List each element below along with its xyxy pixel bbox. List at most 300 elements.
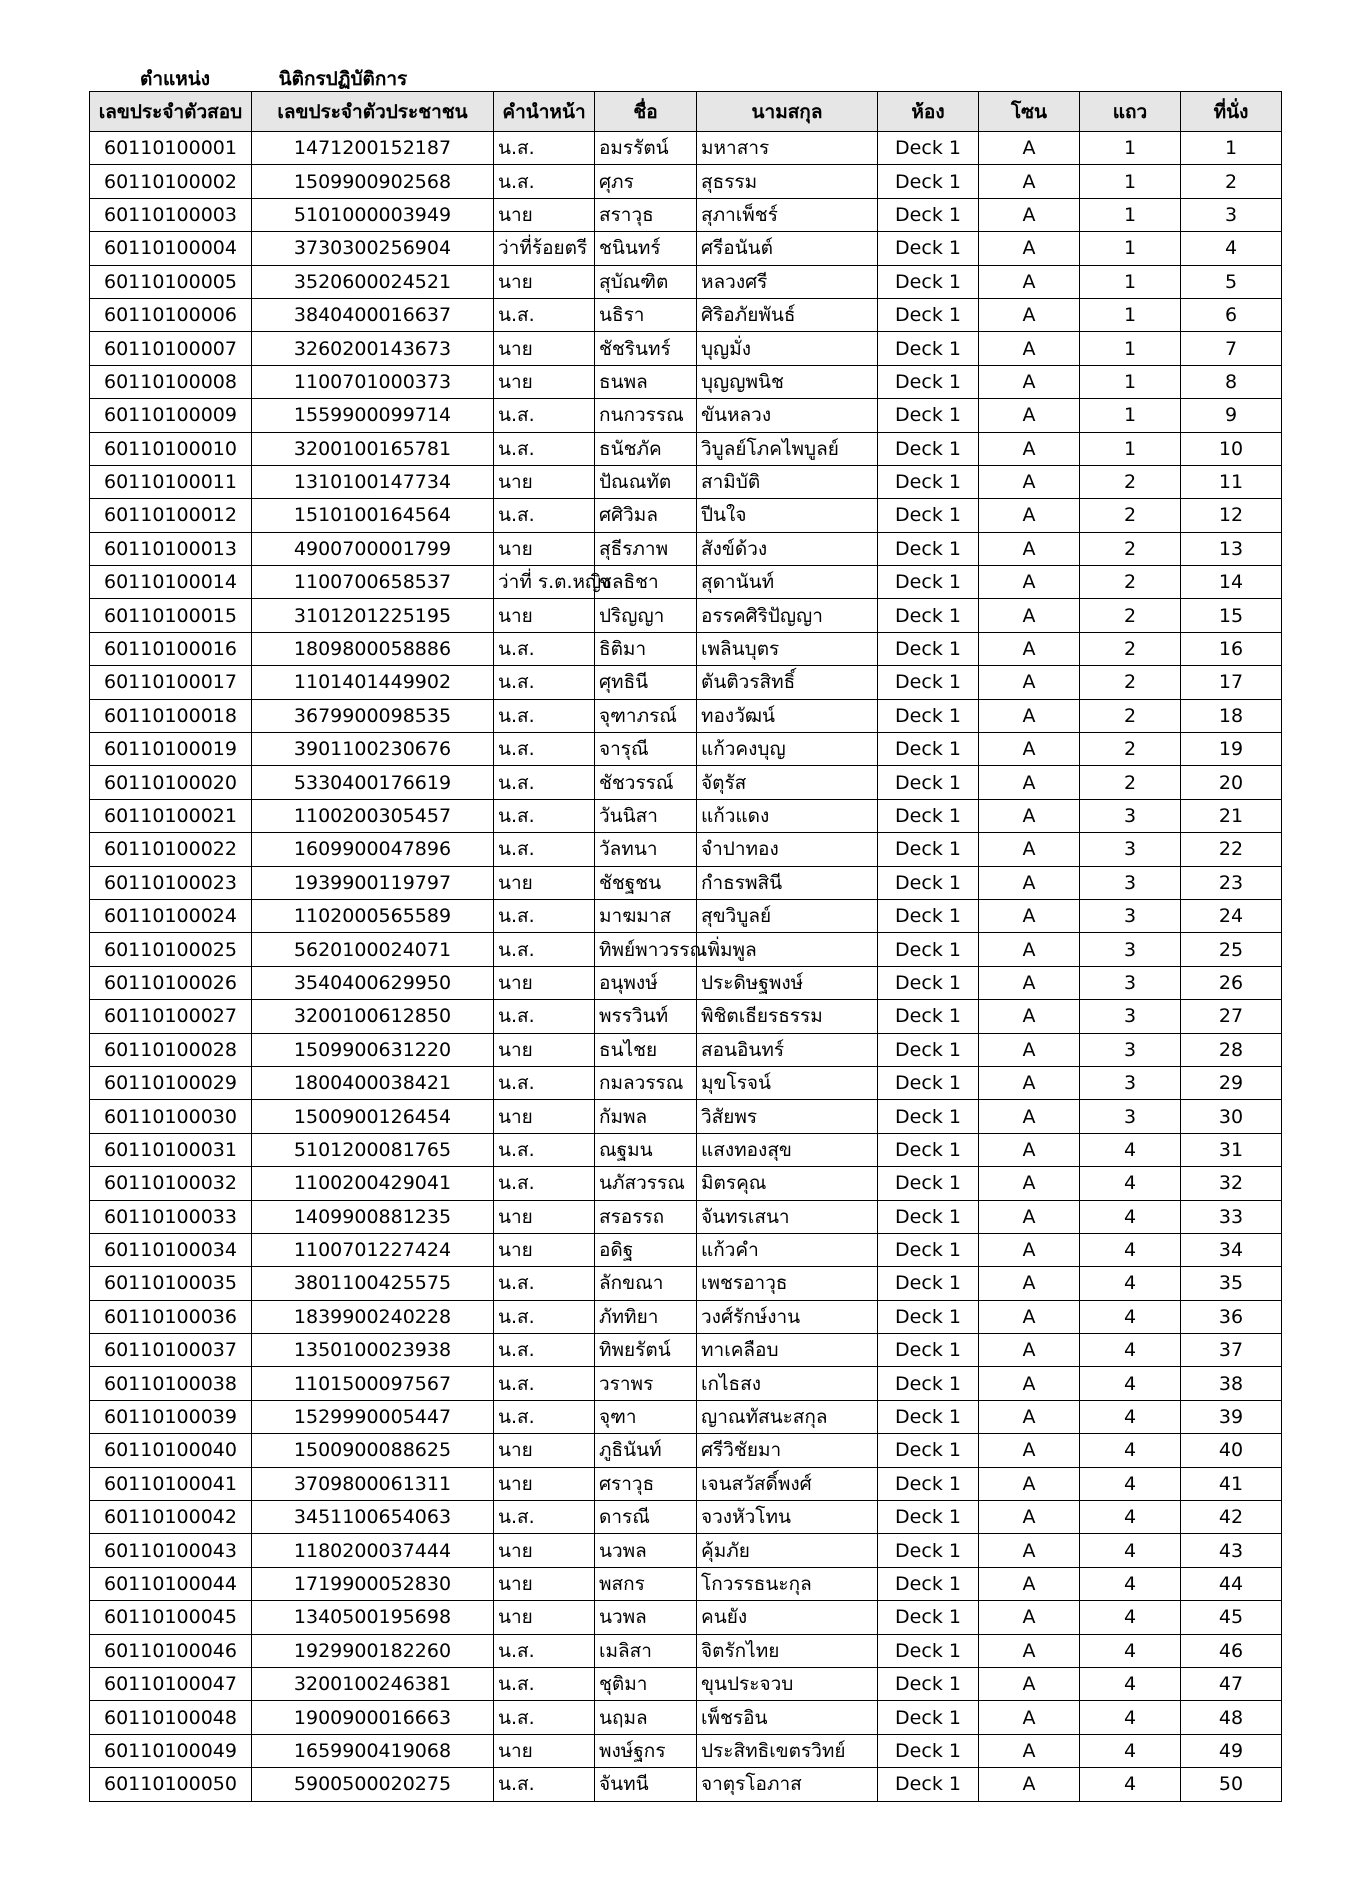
- cell-exam-id: 60110100043: [90, 1534, 252, 1567]
- cell-prefix: น.ส.: [494, 132, 595, 165]
- cell-zone: A: [979, 365, 1080, 398]
- cell-prefix: นาย: [494, 1100, 595, 1133]
- cell-citizen-id: 1100200429041: [252, 1167, 494, 1200]
- cell-seat: 17: [1181, 666, 1282, 699]
- table-row: [90, 1233, 1282, 1266]
- cell-room: Deck 1: [878, 1601, 979, 1634]
- cell-seat: 25: [1181, 933, 1282, 966]
- cell-prefix: นาย: [494, 332, 595, 365]
- cell-room: Deck 1: [878, 365, 979, 398]
- cell-first-name: เมลิสา: [595, 1634, 697, 1667]
- cell-last-name: มหาสาร: [697, 132, 878, 165]
- cell-seat: 10: [1181, 432, 1282, 465]
- table-row: [90, 1334, 1282, 1367]
- cell-last-name: มิตรคุณ: [697, 1167, 878, 1200]
- cell-prefix: น.ส.: [494, 933, 595, 966]
- cell-seat: 37: [1181, 1334, 1282, 1367]
- cell-row: 3: [1080, 966, 1181, 999]
- cell-room: Deck 1: [878, 1200, 979, 1233]
- cell-first-name: สรอรรถ: [595, 1200, 697, 1233]
- cell-zone: A: [979, 833, 1080, 866]
- cell-seat: 1: [1181, 132, 1282, 165]
- table-row: [90, 1501, 1282, 1534]
- cell-exam-id: 60110100025: [90, 933, 252, 966]
- cell-citizen-id: 1100701000373: [252, 365, 494, 398]
- cell-exam-id: 60110100041: [90, 1467, 252, 1500]
- seating-table: [89, 91, 1282, 1802]
- cell-room: Deck 1: [878, 1167, 979, 1200]
- cell-exam-id: 60110100026: [90, 966, 252, 999]
- cell-citizen-id: 4900700001799: [252, 532, 494, 565]
- cell-row: 3: [1080, 1066, 1181, 1099]
- table-row: [90, 666, 1282, 699]
- cell-exam-id: 60110100037: [90, 1334, 252, 1367]
- cell-prefix: น.ส.: [494, 432, 595, 465]
- cell-first-name: ดารณี: [595, 1501, 697, 1534]
- cell-room: Deck 1: [878, 1033, 979, 1066]
- cell-first-name: นฤมล: [595, 1701, 697, 1734]
- cell-row: 4: [1080, 1300, 1181, 1333]
- cell-first-name: ชัชฐชน: [595, 866, 697, 899]
- cell-zone: A: [979, 1100, 1080, 1133]
- cell-room: Deck 1: [878, 632, 979, 665]
- cell-zone: A: [979, 632, 1080, 665]
- cell-citizen-id: 1800400038421: [252, 1066, 494, 1099]
- cell-zone: A: [979, 1200, 1080, 1233]
- cell-row: 1: [1080, 432, 1181, 465]
- table-row: [90, 132, 1282, 165]
- cell-zone: A: [979, 298, 1080, 331]
- cell-first-name: กัมพล: [595, 1100, 697, 1133]
- cell-citizen-id: 5101200081765: [252, 1133, 494, 1166]
- cell-prefix: นาย: [494, 1233, 595, 1266]
- cell-citizen-id: 1900900016663: [252, 1701, 494, 1734]
- cell-row: 3: [1080, 899, 1181, 932]
- cell-seat: 13: [1181, 532, 1282, 565]
- cell-seat: 30: [1181, 1100, 1282, 1133]
- cell-seat: 8: [1181, 365, 1282, 398]
- cell-prefix: น.ส.: [494, 833, 595, 866]
- cell-row: 2: [1080, 599, 1181, 632]
- cell-citizen-id: 3200100165781: [252, 432, 494, 465]
- cell-seat: 44: [1181, 1567, 1282, 1600]
- column-header-row: แถว: [1080, 92, 1181, 132]
- cell-seat: 46: [1181, 1634, 1282, 1667]
- table-row: [90, 833, 1282, 866]
- table-row: [90, 1133, 1282, 1166]
- table-row: [90, 1667, 1282, 1700]
- cell-room: Deck 1: [878, 432, 979, 465]
- cell-seat: 21: [1181, 799, 1282, 832]
- cell-seat: 15: [1181, 599, 1282, 632]
- cell-prefix: นาย: [494, 1601, 595, 1634]
- table-row: [90, 799, 1282, 832]
- table-row: [90, 1601, 1282, 1634]
- position-value: นิติกรปฏิบัติการ: [278, 68, 408, 90]
- cell-last-name: เพชรอาวุธ: [697, 1267, 878, 1300]
- cell-exam-id: 60110100023: [90, 866, 252, 899]
- cell-first-name: วัลทนา: [595, 833, 697, 866]
- cell-seat: 40: [1181, 1434, 1282, 1467]
- cell-first-name: ชุติมา: [595, 1667, 697, 1700]
- cell-row: 1: [1080, 332, 1181, 365]
- cell-first-name: ศราวุธ: [595, 1467, 697, 1500]
- cell-last-name: สามิบัติ: [697, 465, 878, 498]
- table-row: [90, 1000, 1282, 1033]
- table-row: [90, 1367, 1282, 1400]
- cell-first-name: กมลวรรณ: [595, 1066, 697, 1099]
- cell-citizen-id: 1471200152187: [252, 132, 494, 165]
- cell-citizen-id: 3451100654063: [252, 1501, 494, 1534]
- cell-first-name: สุบัณฑิต: [595, 265, 697, 298]
- cell-row: 4: [1080, 1701, 1181, 1734]
- cell-first-name: ลักขณา: [595, 1267, 697, 1300]
- cell-row: 2: [1080, 532, 1181, 565]
- cell-prefix: นาย: [494, 1033, 595, 1066]
- table-row: [90, 599, 1282, 632]
- cell-zone: A: [979, 1400, 1080, 1433]
- cell-room: Deck 1: [878, 532, 979, 565]
- cell-room: Deck 1: [878, 1000, 979, 1033]
- cell-first-name: จุฑาภรณ์: [595, 699, 697, 732]
- cell-seat: 22: [1181, 833, 1282, 866]
- cell-room: Deck 1: [878, 566, 979, 599]
- cell-zone: A: [979, 899, 1080, 932]
- cell-room: Deck 1: [878, 1634, 979, 1667]
- cell-prefix: น.ส.: [494, 1701, 595, 1734]
- cell-row: 3: [1080, 799, 1181, 832]
- cell-exam-id: 60110100019: [90, 733, 252, 766]
- cell-seat: 3: [1181, 198, 1282, 231]
- cell-zone: A: [979, 966, 1080, 999]
- cell-last-name: ญาณทัสนะสกุล: [697, 1400, 878, 1433]
- cell-seat: 45: [1181, 1601, 1282, 1634]
- table-row: [90, 1267, 1282, 1300]
- cell-room: Deck 1: [878, 1267, 979, 1300]
- cell-citizen-id: 1529990005447: [252, 1400, 494, 1433]
- cell-seat: 39: [1181, 1400, 1282, 1433]
- cell-first-name: ธิติมา: [595, 632, 697, 665]
- cell-first-name: ภูธินันท์: [595, 1434, 697, 1467]
- cell-first-name: นภัสวรรณ: [595, 1167, 697, 1200]
- column-header-zone: โซน: [979, 92, 1080, 132]
- cell-last-name: ทาเคลือบ: [697, 1334, 878, 1367]
- cell-prefix: นาย: [494, 465, 595, 498]
- cell-zone: A: [979, 1233, 1080, 1266]
- cell-last-name: จิตรักไทย: [697, 1634, 878, 1667]
- cell-last-name: วงศ์รักษ์งาน: [697, 1300, 878, 1333]
- table-row: [90, 499, 1282, 532]
- cell-first-name: ธนพล: [595, 365, 697, 398]
- cell-citizen-id: 5330400176619: [252, 766, 494, 799]
- cell-row: 4: [1080, 1200, 1181, 1233]
- cell-seat: 14: [1181, 566, 1282, 599]
- cell-row: 3: [1080, 1000, 1181, 1033]
- cell-zone: A: [979, 766, 1080, 799]
- cell-prefix: น.ส.: [494, 1000, 595, 1033]
- cell-exam-id: 60110100016: [90, 632, 252, 665]
- cell-exam-id: 60110100005: [90, 265, 252, 298]
- cell-citizen-id: 1719900052830: [252, 1567, 494, 1600]
- cell-exam-id: 60110100035: [90, 1267, 252, 1300]
- cell-prefix: นาย: [494, 866, 595, 899]
- cell-citizen-id: 1839900240228: [252, 1300, 494, 1333]
- position-label: ตำแหน่ง: [140, 68, 211, 90]
- cell-citizen-id: 5620100024071: [252, 933, 494, 966]
- cell-first-name: ชลธิชา: [595, 566, 697, 599]
- table-row: [90, 1701, 1282, 1734]
- cell-seat: 5: [1181, 265, 1282, 298]
- cell-last-name: เจนสวัสดิ์พงศ์: [697, 1467, 878, 1500]
- cell-prefix: นาย: [494, 1567, 595, 1600]
- cell-citizen-id: 1500900088625: [252, 1434, 494, 1467]
- cell-prefix: น.ส.: [494, 1501, 595, 1534]
- cell-last-name: ขุนประจวบ: [697, 1667, 878, 1700]
- cell-first-name: วันนิสา: [595, 799, 697, 832]
- cell-prefix: น.ส.: [494, 165, 595, 198]
- cell-exam-id: 60110100008: [90, 365, 252, 398]
- cell-exam-id: 60110100032: [90, 1167, 252, 1200]
- cell-row: 1: [1080, 132, 1181, 165]
- cell-room: Deck 1: [878, 132, 979, 165]
- cell-zone: A: [979, 1701, 1080, 1734]
- cell-room: Deck 1: [878, 232, 979, 265]
- cell-prefix: นาย: [494, 1200, 595, 1233]
- cell-last-name: ทองวัฒน์: [697, 699, 878, 732]
- cell-prefix: ว่าที่ร้อยตรี: [494, 232, 595, 265]
- cell-citizen-id: 5900500020275: [252, 1768, 494, 1801]
- cell-room: Deck 1: [878, 1534, 979, 1567]
- table-row: [90, 1066, 1282, 1099]
- cell-zone: A: [979, 1734, 1080, 1767]
- cell-citizen-id: 1939900119797: [252, 866, 494, 899]
- cell-exam-id: 60110100048: [90, 1701, 252, 1734]
- table-row: [90, 632, 1282, 665]
- cell-citizen-id: 1659900419068: [252, 1734, 494, 1767]
- cell-citizen-id: 1100700658537: [252, 566, 494, 599]
- cell-room: Deck 1: [878, 1701, 979, 1734]
- cell-zone: A: [979, 699, 1080, 732]
- cell-first-name: กนกวรรณ: [595, 399, 697, 432]
- cell-prefix: น.ส.: [494, 733, 595, 766]
- cell-citizen-id: 1101401449902: [252, 666, 494, 699]
- cell-seat: 27: [1181, 1000, 1282, 1033]
- cell-last-name: แก้วคงบุญ: [697, 733, 878, 766]
- cell-row: 4: [1080, 1567, 1181, 1600]
- cell-row: 4: [1080, 1167, 1181, 1200]
- cell-exam-id: 60110100028: [90, 1033, 252, 1066]
- cell-first-name: วราพร: [595, 1367, 697, 1400]
- cell-exam-id: 60110100017: [90, 666, 252, 699]
- table-row: [90, 1100, 1282, 1133]
- cell-seat: 41: [1181, 1467, 1282, 1500]
- cell-prefix: น.ส.: [494, 699, 595, 732]
- cell-seat: 49: [1181, 1734, 1282, 1767]
- cell-room: Deck 1: [878, 666, 979, 699]
- cell-first-name: พสกร: [595, 1567, 697, 1600]
- cell-exam-id: 60110100046: [90, 1634, 252, 1667]
- cell-zone: A: [979, 165, 1080, 198]
- cell-room: Deck 1: [878, 833, 979, 866]
- cell-last-name: เพ็ชรอิน: [697, 1701, 878, 1734]
- table-row: [90, 699, 1282, 732]
- cell-room: Deck 1: [878, 298, 979, 331]
- cell-room: Deck 1: [878, 399, 979, 432]
- table-row: [90, 1434, 1282, 1467]
- cell-seat: 12: [1181, 499, 1282, 532]
- cell-row: 3: [1080, 933, 1181, 966]
- cell-first-name: ชัชวรรณ์: [595, 766, 697, 799]
- cell-exam-id: 60110100009: [90, 399, 252, 432]
- cell-zone: A: [979, 1467, 1080, 1500]
- cell-row: 4: [1080, 1534, 1181, 1567]
- cell-zone: A: [979, 399, 1080, 432]
- cell-prefix: นาย: [494, 966, 595, 999]
- cell-first-name: พงษ์ฐกร: [595, 1734, 697, 1767]
- cell-zone: A: [979, 1066, 1080, 1099]
- cell-last-name: วิบูลย์โภคไพบูลย์: [697, 432, 878, 465]
- cell-citizen-id: 3679900098535: [252, 699, 494, 732]
- cell-first-name: ภัททิยา: [595, 1300, 697, 1333]
- cell-citizen-id: 3200100246381: [252, 1667, 494, 1700]
- cell-row: 1: [1080, 298, 1181, 331]
- cell-citizen-id: 1809800058886: [252, 632, 494, 665]
- cell-prefix: นาย: [494, 1434, 595, 1467]
- column-header-first-name: ชื่อ: [595, 92, 697, 132]
- cell-last-name: บุญมั่ง: [697, 332, 878, 365]
- cell-last-name: ประดิษฐพงษ์: [697, 966, 878, 999]
- cell-last-name: เกไธสง: [697, 1367, 878, 1400]
- cell-last-name: พิชิตเธียรธรรม: [697, 1000, 878, 1033]
- cell-room: Deck 1: [878, 1066, 979, 1099]
- table-row: [90, 465, 1282, 498]
- cell-zone: A: [979, 1567, 1080, 1600]
- cell-last-name: เพลินบุตร: [697, 632, 878, 665]
- cell-first-name: ทิพย์พาวรรณ: [595, 933, 697, 966]
- cell-exam-id: 60110100003: [90, 198, 252, 231]
- cell-prefix: น.ส.: [494, 766, 595, 799]
- table-body: [90, 132, 1282, 1802]
- cell-citizen-id: 1609900047896: [252, 833, 494, 866]
- cell-exam-id: 60110100012: [90, 499, 252, 532]
- table-row: [90, 432, 1282, 465]
- cell-first-name: ศศิวิมล: [595, 499, 697, 532]
- cell-room: Deck 1: [878, 1334, 979, 1367]
- cell-prefix: น.ส.: [494, 1634, 595, 1667]
- cell-row: 2: [1080, 733, 1181, 766]
- cell-first-name: ธนัชภัค: [595, 432, 697, 465]
- cell-zone: A: [979, 1033, 1080, 1066]
- table-row: [90, 1534, 1282, 1567]
- table-row: [90, 1567, 1282, 1600]
- cell-last-name: หลวงศรี: [697, 265, 878, 298]
- cell-last-name: แก้วแดง: [697, 799, 878, 832]
- cell-last-name: ศรีอนันต์: [697, 232, 878, 265]
- cell-prefix: น.ส.: [494, 1066, 595, 1099]
- cell-room: Deck 1: [878, 766, 979, 799]
- cell-seat: 20: [1181, 766, 1282, 799]
- cell-zone: A: [979, 532, 1080, 565]
- cell-last-name: จาตุรโอภาส: [697, 1768, 878, 1801]
- cell-row: 2: [1080, 766, 1181, 799]
- cell-exam-id: 60110100018: [90, 699, 252, 732]
- cell-first-name: ชัชรินทร์: [595, 332, 697, 365]
- cell-last-name: คนยัง: [697, 1601, 878, 1634]
- table-row: [90, 332, 1282, 365]
- cell-last-name: กำธรพสินี: [697, 866, 878, 899]
- cell-last-name: คุ้มภัย: [697, 1534, 878, 1567]
- cell-row: 4: [1080, 1734, 1181, 1767]
- cell-prefix: น.ส.: [494, 1334, 595, 1367]
- cell-room: Deck 1: [878, 699, 979, 732]
- cell-seat: 7: [1181, 332, 1282, 365]
- cell-row: 4: [1080, 1267, 1181, 1300]
- cell-first-name: ปัณณทัต: [595, 465, 697, 498]
- cell-last-name: สอนอินทร์: [697, 1033, 878, 1066]
- cell-exam-id: 60110100007: [90, 332, 252, 365]
- cell-seat: 36: [1181, 1300, 1282, 1333]
- cell-seat: 34: [1181, 1233, 1282, 1266]
- cell-exam-id: 60110100029: [90, 1066, 252, 1099]
- cell-room: Deck 1: [878, 1768, 979, 1801]
- cell-last-name: จันทรเสนา: [697, 1200, 878, 1233]
- cell-zone: A: [979, 232, 1080, 265]
- cell-zone: A: [979, 799, 1080, 832]
- table-row: [90, 365, 1282, 398]
- cell-room: Deck 1: [878, 899, 979, 932]
- cell-citizen-id: 3101201225195: [252, 599, 494, 632]
- cell-exam-id: 60110100042: [90, 1501, 252, 1534]
- table-row: [90, 532, 1282, 565]
- cell-first-name: อมรรัตน์: [595, 132, 697, 165]
- cell-prefix: น.ส.: [494, 1367, 595, 1400]
- cell-citizen-id: 1101500097567: [252, 1367, 494, 1400]
- cell-row: 2: [1080, 699, 1181, 732]
- cell-first-name: ทิพยรัตน์: [595, 1334, 697, 1367]
- cell-last-name: มุขโรจน์: [697, 1066, 878, 1099]
- cell-seat: 29: [1181, 1066, 1282, 1099]
- cell-citizen-id: 1409900881235: [252, 1200, 494, 1233]
- cell-room: Deck 1: [878, 966, 979, 999]
- cell-citizen-id: 5101000003949: [252, 198, 494, 231]
- cell-exam-id: 60110100013: [90, 532, 252, 565]
- column-header-seat: ที่นั่ง: [1181, 92, 1282, 132]
- cell-last-name: เพิ่มพูล: [697, 933, 878, 966]
- cell-citizen-id: 1310100147734: [252, 465, 494, 498]
- cell-last-name: จวงหัวโทน: [697, 1501, 878, 1534]
- cell-exam-id: 60110100006: [90, 298, 252, 331]
- cell-citizen-id: 1510100164564: [252, 499, 494, 532]
- table-row: [90, 298, 1282, 331]
- cell-row: 1: [1080, 232, 1181, 265]
- cell-citizen-id: 3200100612850: [252, 1000, 494, 1033]
- cell-citizen-id: 1350100023938: [252, 1334, 494, 1367]
- cell-first-name: ชนินทร์: [595, 232, 697, 265]
- table-row: [90, 165, 1282, 198]
- cell-seat: 47: [1181, 1667, 1282, 1700]
- cell-row: 1: [1080, 265, 1181, 298]
- cell-row: 4: [1080, 1434, 1181, 1467]
- cell-room: Deck 1: [878, 1300, 979, 1333]
- cell-prefix: นาย: [494, 1534, 595, 1567]
- cell-exam-id: 60110100031: [90, 1133, 252, 1166]
- cell-last-name: จัตุรัส: [697, 766, 878, 799]
- cell-seat: 19: [1181, 733, 1282, 766]
- cell-exam-id: 60110100004: [90, 232, 252, 265]
- cell-row: 1: [1080, 365, 1181, 398]
- cell-zone: A: [979, 1000, 1080, 1033]
- cell-exam-id: 60110100015: [90, 599, 252, 632]
